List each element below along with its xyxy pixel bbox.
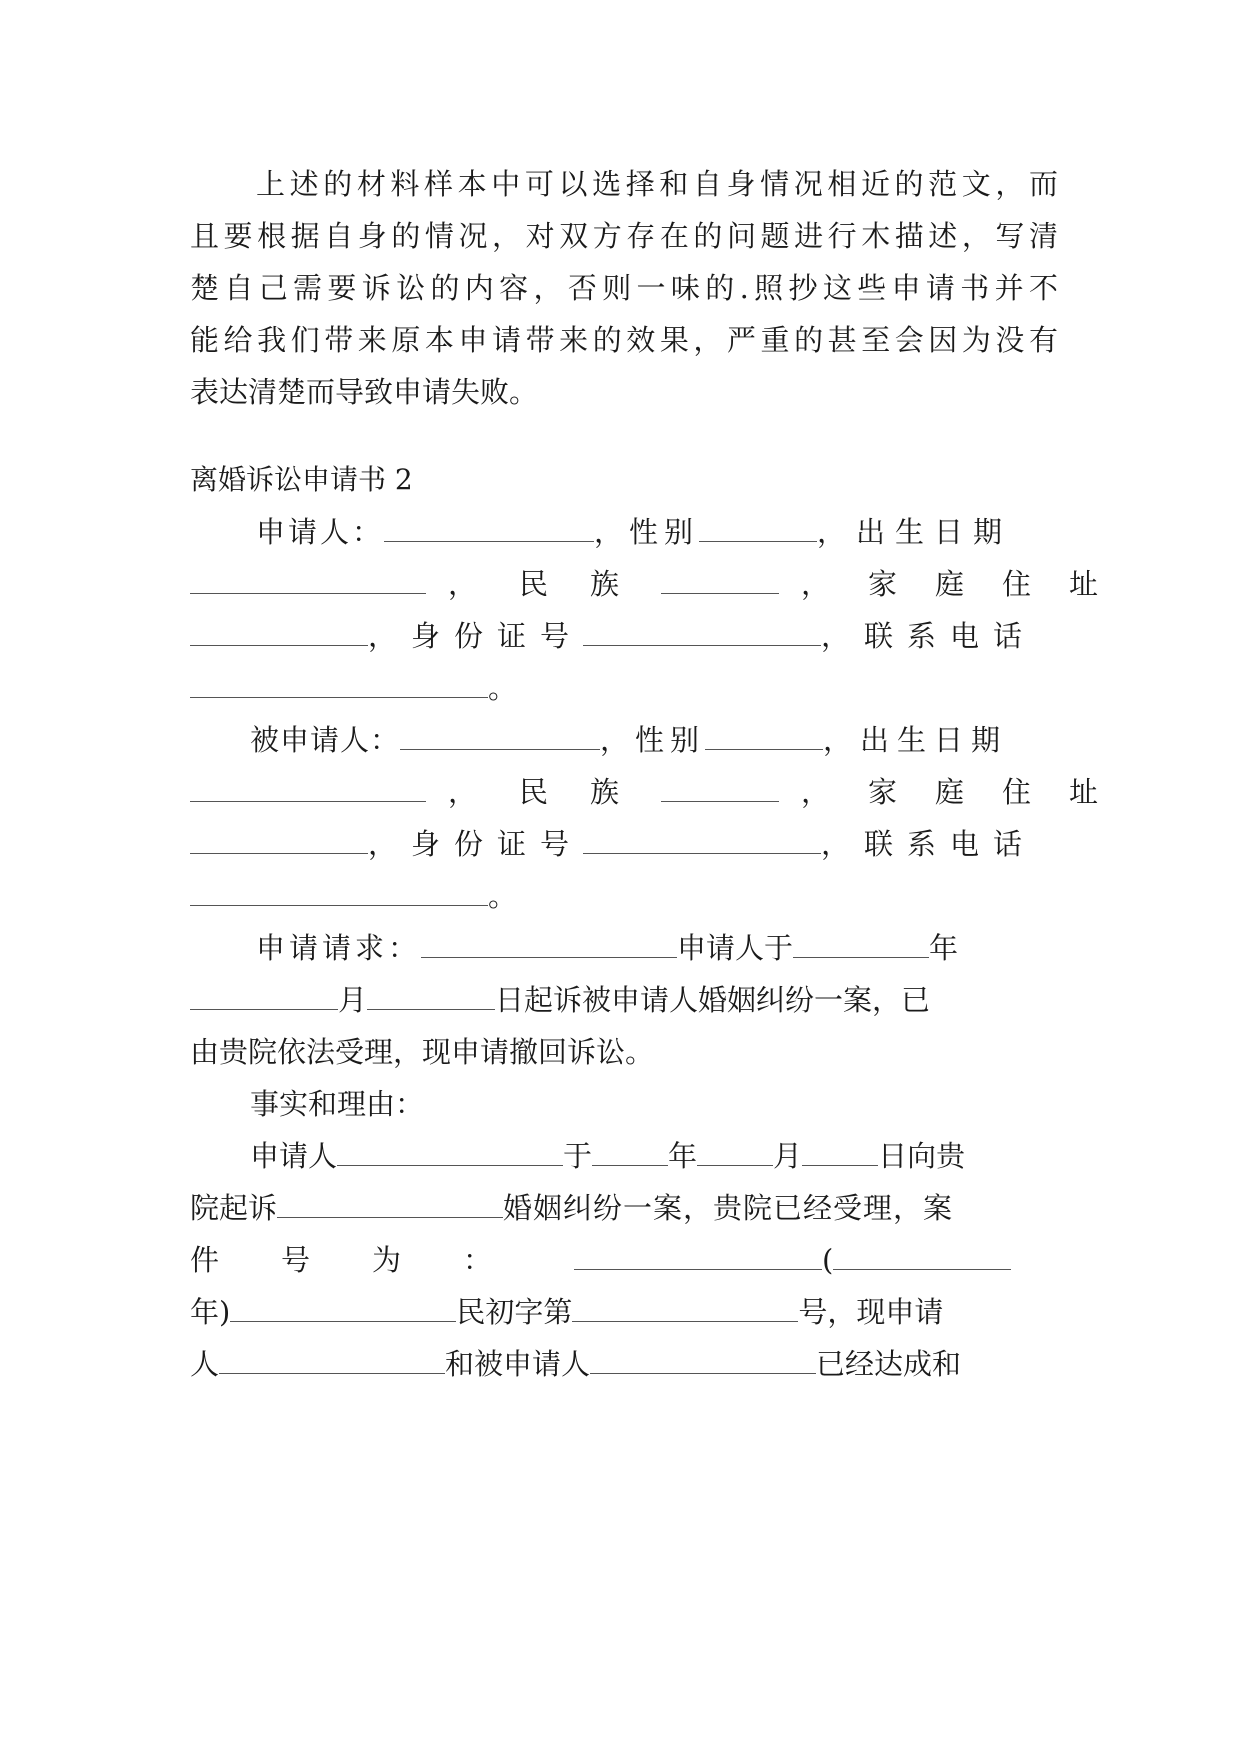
facts-l1-c: 年 (668, 1139, 698, 1173)
applicant-address-label: ，家庭住址 (801, 567, 1137, 601)
respondent-phone-label: ，联系电话 (821, 827, 1037, 861)
respondent-gender-blank (705, 748, 823, 750)
respondent-label: 被申请人： (250, 723, 401, 757)
facts-l5-c: 已经达成和 (816, 1347, 962, 1381)
paragraph-line: 上述的材料样本中可以选择和自身情况相近的范文，而 (256, 167, 1058, 201)
respondent-line-2 (190, 768, 1137, 816)
respondent-line-1 (250, 716, 1058, 764)
facts-l1-a: 申请人 (250, 1139, 338, 1173)
applicant-gender-blank (699, 540, 817, 542)
respondent-birth-label: ，出生日期 (823, 723, 1009, 757)
facts-blank (230, 1320, 456, 1322)
facts-line-3 (190, 1236, 1058, 1284)
request-line-2 (190, 976, 1058, 1024)
applicant-birth-label: ，出生日期 (817, 515, 1013, 549)
facts-l5-a: 人 (190, 1347, 220, 1381)
facts-blank (590, 1372, 816, 1374)
request-line-3: 由贵院依法受理，现申请撤回诉讼。 (190, 1035, 655, 1069)
facts-blank (277, 1216, 503, 1218)
request-line-1 (256, 924, 1058, 972)
applicant-line-4 (190, 664, 1058, 712)
respondent-ethnicity-label: ，民族 (448, 775, 662, 809)
facts-blank (697, 1164, 773, 1166)
respondent-line-4 (190, 872, 1058, 920)
request-month-blank (190, 1008, 338, 1010)
paragraph-line: 且要根据自身的情况，对双方存在的问题进行木描述，写清 (190, 219, 1058, 253)
section-heading: 离婚诉讼申请书 2 (190, 463, 413, 496)
facts-blank (337, 1164, 563, 1166)
request-mid: 申请人于 (677, 931, 794, 965)
facts-blank (833, 1268, 1011, 1270)
applicant-line-3 (190, 612, 1058, 660)
facts-l2-b: 婚姻纠纷一案，贵院已经受理，案 (503, 1191, 954, 1225)
applicant-gender-label: ，性别 (594, 515, 700, 549)
facts-l2-a: 院起诉 (190, 1191, 278, 1225)
applicant-phone-blank (190, 696, 488, 698)
respondent-ethnicity-blank (661, 800, 779, 802)
facts-line-1 (250, 1132, 1058, 1180)
applicant-label: 申请人： (256, 515, 385, 549)
facts-l1-b: 于 (563, 1139, 593, 1173)
respondent-name-blank (400, 748, 600, 750)
facts-blank (219, 1372, 445, 1374)
request-label: 申请请求： (256, 931, 422, 965)
applicant-end: 。 (488, 671, 518, 705)
applicant-line-2 (190, 560, 1137, 608)
facts-l4-a: 年) (190, 1295, 231, 1329)
applicant-address-blank (190, 644, 368, 646)
applicant-id-blank (583, 644, 821, 646)
facts-line-5 (190, 1340, 1058, 1388)
applicant-line-1 (256, 508, 1058, 556)
respondent-end: 。 (488, 879, 518, 913)
request-blank-1 (421, 956, 677, 958)
applicant-name-blank (384, 540, 594, 542)
facts-line-4 (190, 1288, 1058, 1336)
applicant-id-label: ，身份证号 (368, 619, 584, 653)
facts-blank (572, 1320, 798, 1322)
applicant-ethnicity-label: ，民族 (448, 567, 662, 601)
respondent-id-label: ，身份证号 (368, 827, 584, 861)
facts-blank (592, 1164, 668, 1166)
paragraph-line: 表达清楚而导致申请失败。 (190, 375, 539, 409)
facts-label: 事实和理由： (250, 1087, 425, 1121)
facts-l4-c: 号，现申请 (798, 1295, 944, 1329)
respondent-gender-label: ，性别 (600, 723, 706, 757)
paragraph-line: 能给我们带来原本申请带来的效果，严重的甚至会因为没有 (190, 323, 1058, 357)
facts-l1-d: 月 (773, 1139, 803, 1173)
applicant-birth-blank (190, 592, 426, 594)
respondent-address-blank (190, 852, 368, 854)
facts-l5-b: 和被申请人 (445, 1347, 591, 1381)
facts-l1-e: 日向贵 (878, 1139, 966, 1173)
respondent-phone-blank (190, 904, 488, 906)
applicant-phone-label: ，联系电话 (821, 619, 1037, 653)
respondent-birth-blank (190, 800, 426, 802)
facts-l4-b: 民初字第 (456, 1295, 573, 1329)
facts-l3-a: 件号为： (190, 1243, 555, 1277)
request-year-blank (793, 956, 929, 958)
applicant-ethnicity-blank (661, 592, 779, 594)
request-day-blank (367, 1008, 495, 1010)
request-month: 月 (338, 983, 368, 1017)
respondent-id-blank (583, 852, 821, 854)
facts-blank (574, 1268, 822, 1270)
respondent-address-label: ，家庭住址 (801, 775, 1137, 809)
paragraph-line: 楚自己需要诉讼的内容，否则一味的.照抄这些申请书并不 (190, 271, 1058, 305)
facts-line-2 (190, 1184, 1058, 1232)
facts-l3-b: ( (822, 1243, 834, 1277)
request-tail: 日起诉被申请人婚姻纠纷一案，已 (495, 983, 931, 1017)
request-year: 年 (929, 931, 959, 965)
respondent-line-3 (190, 820, 1058, 868)
facts-blank (802, 1164, 878, 1166)
